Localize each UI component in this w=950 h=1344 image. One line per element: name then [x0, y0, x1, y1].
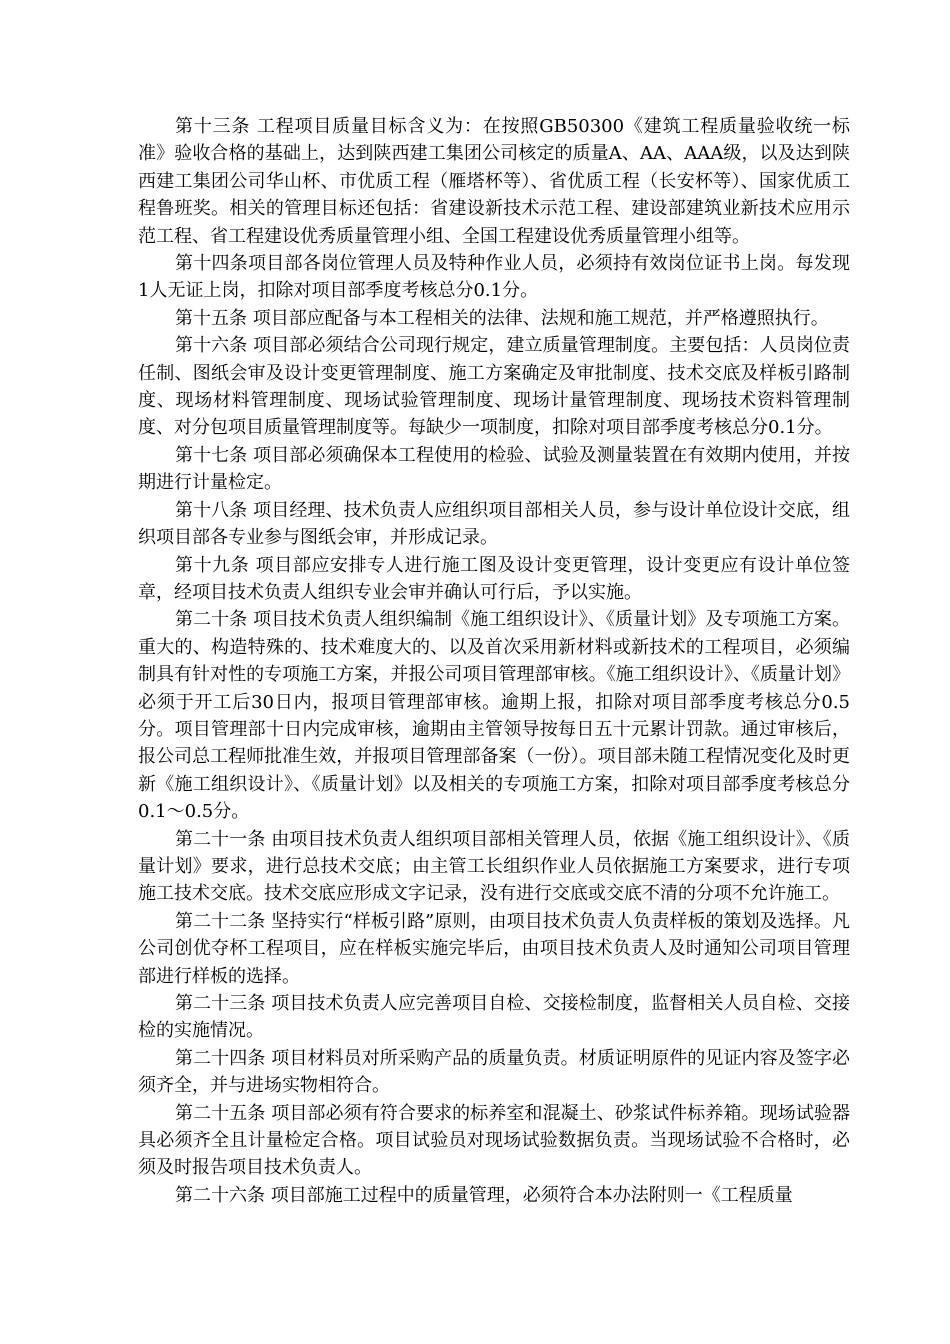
article-19: 第十九条 项目部应安排专人进行施工图及设计变更管理，设计变更应有设计单位签章，经项目技术负责人组织专业会审并确认可行后，予以实施。: [138, 554, 850, 603]
article-16: 第十六条 项目部必须结合公司现行规定，建立质量管理制度。主要包括：人员岗位责任制、图纸会审及设计变更管理制度、施工方案确定及审批制度、技术交底及样板引路制度、现场材料管理制度、现场试验管理制度、现场计量管理制度、现场技术资料管理制度、对分包项目质量管理制度等。每缺少一项制度，扣除对项目部季度考核总分0.1分。: [138, 335, 850, 439]
article-17: 第十七条 项目部必须确保本工程使用的检验、试验及测量装置在有效期内使用，并按期进行计量检定。: [138, 444, 850, 494]
article-20: 第二十条 项目技术负责人组织编制《施工组织设计》、《质量计划》及专项施工方案。重大的、构造特殊的、技术难度大的、以及首次采用新材料或新技术的工程项目，必须编制具有针对性的专项施工方案，并报公司项目管理部审核。《施工组织设计》、《质量计划》必须于开工后30日内，报项目管理部审核。逾期上报，扣除对项目部季度考核总分0.5分。项目管理部十日内完成审核，逾期由主管领导按每日五十元累计罚款。通过审核后，报公司总工程师批准生效，并报项目管理部备案（一份）。项目部未随工程情况变化及时更新《施工组织设计》、《质量计划》以及相关的专项施工方案，扣除对项目部季度考核总分0.1～0.5分。: [138, 609, 850, 823]
article-13: 第十三条 工程项目质量目标含义为：在按照GB50300《建筑工程质量验收统一标准》验收合格的基础上，达到陕西建工集团公司核定的质量A、AA、AAA级，以及达到陕西建工集团公司华山杯、市优质工程（雁塔杯等）、省优质工程（长安杯等）、国家优质工程鲁班奖。相关的管理目标还包括：省建设新技术示范工程、建设部建筑业新技术应用示范工程、省工程建设优秀质量管理小组、全国工程建设优秀质量管理小组等。: [138, 116, 850, 247]
article-14: 第十四条项目部各岗位管理人员及特种作业人员，必须持有效岗位证书上岗。每发现1人无证上岗，扣除对项目部季度考核总分0.1分。: [138, 253, 850, 302]
article-25: 第二十五条 项目部必须有符合要求的标养室和混凝土、砂浆试件标养箱。现场试验器具必须齐全且计量检定合格。项目试验员对现场试验数据负责。当现场试验不合格时，必须及时报告项目技术负责人。: [138, 1102, 850, 1179]
article-24: 第二十四条 项目材料员对所采购产品的质量负责。材质证明原件的见证内容及签字必须齐全，并与进场实物相符合。: [138, 1047, 850, 1097]
article-21: 第二十一条 由项目技术负责人组织项目部相关管理人员，依据《施工组织设计》、《质量计划》要求，进行总技术交底；由主管工长组织作业人员依据施工方案要求，进行专项施工技术交底。技术交底应形成文字记录，没有进行交底或交底不清的分项不允许施工。: [138, 828, 850, 905]
article-22: 第二十二条 坚持实行“样板引路”原则，由项目技术负责人负责样板的策划及选择。凡公司创优夺杯工程项目，应在样板实施完毕后，由项目技术负责人及时通知公司项目管理部进行样板的选择。: [138, 910, 850, 987]
article-18: 第十八条 项目经理、技术负责人应组织项目部相关人员，参与设计单位设计交底，组织项目部各专业参与图纸会审，并形成记录。: [138, 499, 850, 549]
article-15: 第十五条 项目部应配备与本工程相关的法律、法规和施工规范，并严格遵照执行。: [175, 307, 829, 329]
document-body: [138, 113, 850, 1209]
article-26: 第二十六条 项目部施工过程中的质量管理，必须符合本办法附则一《工程质量: [175, 1184, 793, 1206]
article-23: 第二十三条 项目技术负责人应完善项目自检、交接检制度，监督相关人员自检、交接检的实施情况。: [138, 993, 850, 1042]
